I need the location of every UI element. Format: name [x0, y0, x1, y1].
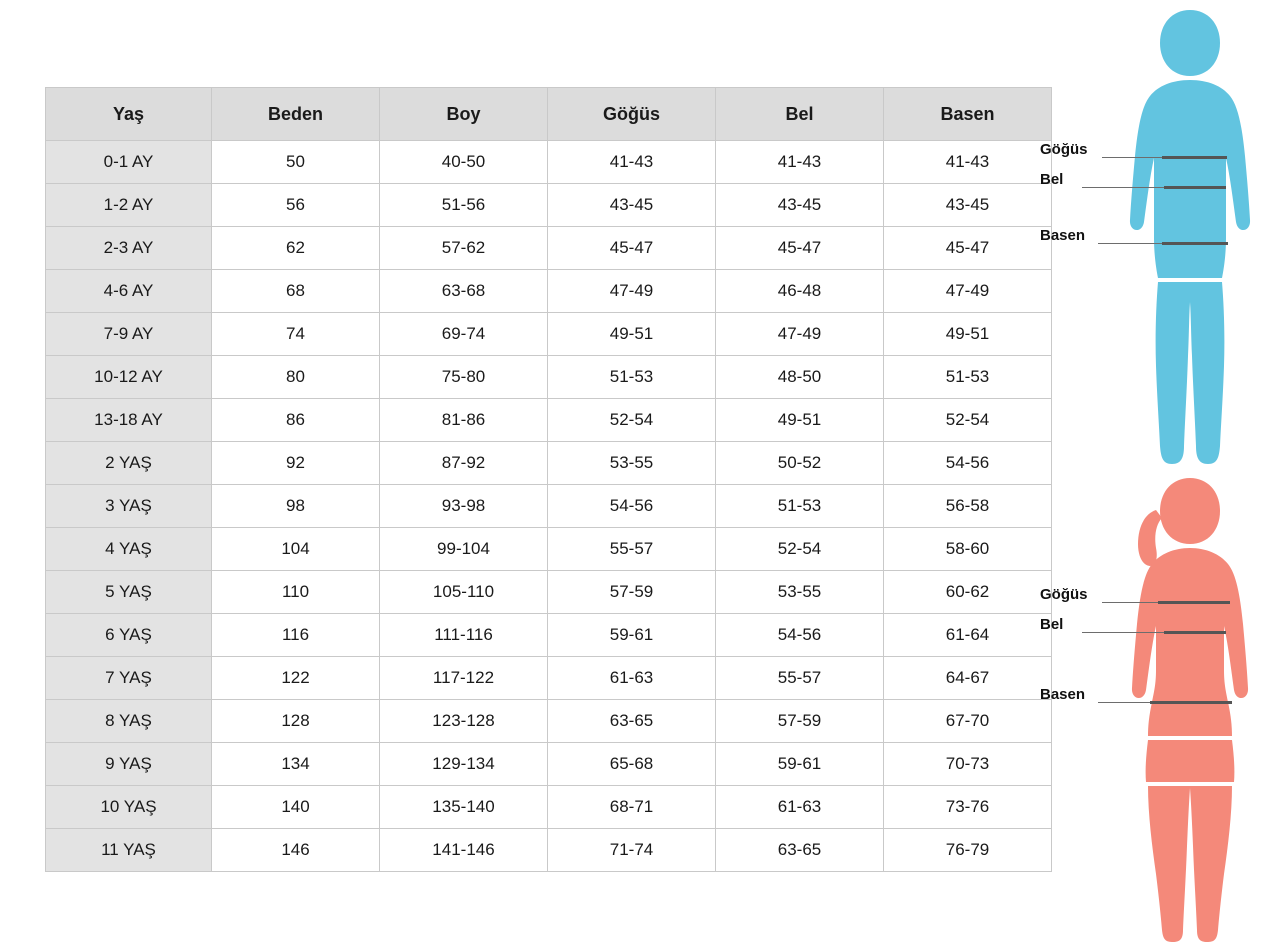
cell-height: 105-110 — [380, 571, 548, 614]
cell-size: 56 — [212, 184, 380, 227]
cell-age: 5 YAŞ — [46, 571, 212, 614]
cell-chest: 71-74 — [548, 829, 716, 872]
cell-hip: 60-62 — [884, 571, 1052, 614]
hip-label: Basen — [1040, 226, 1086, 244]
cell-height: 99-104 — [380, 528, 548, 571]
cell-chest: 65-68 — [548, 743, 716, 786]
table-row — [46, 829, 1052, 872]
hip-label: Basen — [1040, 685, 1086, 703]
table-row — [46, 184, 1052, 227]
table-row — [46, 313, 1052, 356]
cell-height: 51-56 — [380, 184, 548, 227]
cell-height: 63-68 — [380, 270, 548, 313]
cell-waist: 55-57 — [716, 657, 884, 700]
cell-hip: 52-54 — [884, 399, 1052, 442]
waist-label: Bel — [1040, 170, 1064, 188]
table-row — [46, 270, 1052, 313]
column-header-height: Boy — [380, 88, 548, 141]
cell-size: 74 — [212, 313, 380, 356]
table-row — [46, 657, 1052, 700]
table-row — [46, 528, 1052, 571]
column-header-size: Beden — [212, 88, 380, 141]
cell-hip: 45-47 — [884, 227, 1052, 270]
cell-chest: 52-54 — [548, 399, 716, 442]
cell-age: 11 YAŞ — [46, 829, 212, 872]
cell-chest: 43-45 — [548, 184, 716, 227]
cell-height: 69-74 — [380, 313, 548, 356]
table-body — [46, 141, 1052, 872]
cell-size: 104 — [212, 528, 380, 571]
table-row — [46, 700, 1052, 743]
cell-waist: 46-48 — [716, 270, 884, 313]
cell-height: 135-140 — [380, 786, 548, 829]
cell-size: 50 — [212, 141, 380, 184]
cell-age: 10-12 AY — [46, 356, 212, 399]
boy-silhouette-icon — [1100, 6, 1280, 474]
cell-size: 86 — [212, 399, 380, 442]
cell-waist: 49-51 — [716, 399, 884, 442]
cell-waist: 53-55 — [716, 571, 884, 614]
cell-hip: 64-67 — [884, 657, 1052, 700]
cell-hip: 67-70 — [884, 700, 1052, 743]
table-row — [46, 399, 1052, 442]
cell-age: 4-6 AY — [46, 270, 212, 313]
column-header-hip: Basen — [884, 88, 1052, 141]
cell-waist: 41-43 — [716, 141, 884, 184]
cell-waist: 59-61 — [716, 743, 884, 786]
cell-hip: 73-76 — [884, 786, 1052, 829]
chest-line — [1162, 156, 1227, 159]
cell-waist: 57-59 — [716, 700, 884, 743]
waist-label: Bel — [1040, 615, 1064, 633]
cell-size: 146 — [212, 829, 380, 872]
cell-chest: 57-59 — [548, 571, 716, 614]
hip-line — [1150, 701, 1232, 704]
cell-age: 7 YAŞ — [46, 657, 212, 700]
cell-age: 2-3 AY — [46, 227, 212, 270]
cell-chest: 47-49 — [548, 270, 716, 313]
cell-age: 1-2 AY — [46, 184, 212, 227]
cell-size: 140 — [212, 786, 380, 829]
column-header-chest: Göğüs — [548, 88, 716, 141]
waist-leader-line — [1082, 632, 1166, 633]
cell-age: 4 YAŞ — [46, 528, 212, 571]
table-row — [46, 141, 1052, 184]
cell-chest: 68-71 — [548, 786, 716, 829]
cell-chest: 49-51 — [548, 313, 716, 356]
cell-age: 6 YAŞ — [46, 614, 212, 657]
cell-chest: 41-43 — [548, 141, 716, 184]
chest-label: Göğüs — [1040, 140, 1088, 158]
table-row — [46, 356, 1052, 399]
cell-size: 134 — [212, 743, 380, 786]
cell-size: 122 — [212, 657, 380, 700]
cell-size: 128 — [212, 700, 380, 743]
cell-chest: 45-47 — [548, 227, 716, 270]
cell-height: 93-98 — [380, 485, 548, 528]
chest-leader-line — [1102, 602, 1162, 603]
cell-size: 62 — [212, 227, 380, 270]
cell-height: 81-86 — [380, 399, 548, 442]
table-row — [46, 442, 1052, 485]
cell-hip: 70-73 — [884, 743, 1052, 786]
column-header-waist: Bel — [716, 88, 884, 141]
cell-waist: 54-56 — [716, 614, 884, 657]
cell-chest: 61-63 — [548, 657, 716, 700]
cell-age: 8 YAŞ — [46, 700, 212, 743]
table-header-row — [46, 88, 1052, 141]
cell-hip: 47-49 — [884, 270, 1052, 313]
chest-label: Göğüs — [1040, 585, 1088, 603]
cell-height: 75-80 — [380, 356, 548, 399]
cell-waist: 61-63 — [716, 786, 884, 829]
table-row — [46, 786, 1052, 829]
cell-size: 68 — [212, 270, 380, 313]
hip-leader-line — [1098, 702, 1158, 703]
cell-waist: 43-45 — [716, 184, 884, 227]
girl-figure — [1040, 474, 1280, 944]
cell-age: 2 YAŞ — [46, 442, 212, 485]
cell-chest: 59-61 — [548, 614, 716, 657]
cell-height: 123-128 — [380, 700, 548, 743]
waist-leader-line — [1082, 187, 1167, 188]
cell-height: 111-116 — [380, 614, 548, 657]
cell-age: 0-1 AY — [46, 141, 212, 184]
cell-height: 117-122 — [380, 657, 548, 700]
cell-waist: 63-65 — [716, 829, 884, 872]
cell-chest: 53-55 — [548, 442, 716, 485]
cell-waist: 52-54 — [716, 528, 884, 571]
cell-hip: 43-45 — [884, 184, 1052, 227]
cell-waist: 50-52 — [716, 442, 884, 485]
column-header-age: Yaş — [46, 88, 212, 141]
chest-line — [1158, 601, 1230, 604]
cell-waist: 45-47 — [716, 227, 884, 270]
cell-height: 129-134 — [380, 743, 548, 786]
cell-waist: 51-53 — [716, 485, 884, 528]
cell-chest: 63-65 — [548, 700, 716, 743]
cell-height: 87-92 — [380, 442, 548, 485]
table-row — [46, 743, 1052, 786]
cell-hip: 58-60 — [884, 528, 1052, 571]
cell-age: 9 YAŞ — [46, 743, 212, 786]
cell-age: 10 YAŞ — [46, 786, 212, 829]
cell-hip: 49-51 — [884, 313, 1052, 356]
cell-size: 110 — [212, 571, 380, 614]
cell-waist: 47-49 — [716, 313, 884, 356]
hip-leader-line — [1098, 243, 1166, 244]
table-row — [46, 485, 1052, 528]
cell-hip: 56-58 — [884, 485, 1052, 528]
size-chart-table-container — [45, 87, 1051, 872]
cell-height: 57-62 — [380, 227, 548, 270]
cell-hip: 54-56 — [884, 442, 1052, 485]
cell-age: 7-9 AY — [46, 313, 212, 356]
cell-size: 80 — [212, 356, 380, 399]
table-row — [46, 227, 1052, 270]
cell-chest: 55-57 — [548, 528, 716, 571]
cell-hip: 41-43 — [884, 141, 1052, 184]
waist-line — [1164, 631, 1226, 634]
size-chart-table — [45, 87, 1052, 872]
girl-silhouette-icon — [1100, 474, 1280, 944]
cell-chest: 54-56 — [548, 485, 716, 528]
cell-height: 141-146 — [380, 829, 548, 872]
cell-hip: 76-79 — [884, 829, 1052, 872]
chest-leader-line — [1102, 157, 1165, 158]
cell-age: 13-18 AY — [46, 399, 212, 442]
cell-age: 3 YAŞ — [46, 485, 212, 528]
boy-figure — [1040, 6, 1280, 474]
table-row — [46, 614, 1052, 657]
table-row — [46, 571, 1052, 614]
cell-size: 98 — [212, 485, 380, 528]
cell-chest: 51-53 — [548, 356, 716, 399]
waist-line — [1164, 186, 1226, 189]
hip-line — [1162, 242, 1228, 245]
cell-waist: 48-50 — [716, 356, 884, 399]
figures-panel — [1040, 0, 1280, 948]
cell-size: 92 — [212, 442, 380, 485]
cell-height: 40-50 — [380, 141, 548, 184]
cell-hip: 51-53 — [884, 356, 1052, 399]
cell-hip: 61-64 — [884, 614, 1052, 657]
cell-size: 116 — [212, 614, 380, 657]
